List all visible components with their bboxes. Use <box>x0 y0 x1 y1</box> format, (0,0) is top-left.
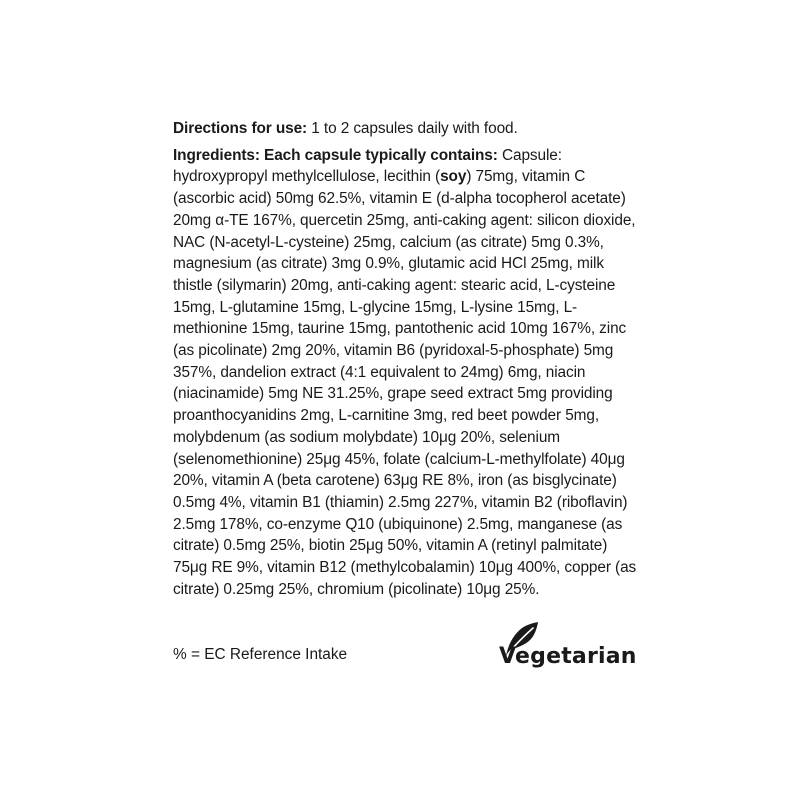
ingredients-heading: Ingredients: Each capsule typically contains: <box>173 146 498 164</box>
label-text-block <box>173 118 643 600</box>
vegetarian-label: Vegetarian <box>499 644 637 669</box>
ingredients-paragraph <box>173 145 643 601</box>
directions-paragraph <box>173 118 643 140</box>
reference-intake-note: % = EC Reference Intake <box>173 646 348 663</box>
allergen-soy: soy <box>440 168 467 186</box>
directions-text: 1 to 2 capsules daily with food. <box>307 120 518 137</box>
directions-heading: Directions for use: <box>173 120 308 137</box>
vegetarian-badge <box>494 616 637 676</box>
ingredients-text-start: Capsule: hydroxypropyl methylcellulose, lecithin ( <box>173 146 562 186</box>
ingredients-text-rest: ) 75mg, vitamin C (ascorbic acid) 50mg 62.5%, vitamin E (d-alpha tocopherol acetate) 20mg α-TE 167%, quercetin 25mg, anti-caking agent: silicon dioxide, NAC (N-acetyl-L-cysteine) 25mg, calcium (as citrate) 5mg 0.3%, magnesium (as citrate) 3mg 0.9%, glutamic acid HCl 25mg, milk thistle (silymarin) 20mg, anti-caking agent: stearic acid, L-cysteine 15mg, L-glutamine 15mg, L-glycine 15mg, L-lysine 15mg, L-methionine 15mg, taurine 15mg, pantothenic acid 10mg 167%, zinc (as picolinate) 2mg 20%, vitamin B6 (pyridoxal-5-phosphate) 5mg 357%, dandelion extract (4:1 equivalent to 24mg) 6mg, niacin (niacinamide) 5mg NE 31.25%, grape seed extract 5mg providing proanthocyanidins 2mg, L-carnitine 3mg, red beet powder 5mg, molybdenum (as sodium molybdate) 10μg 20%, selenium (selenomethionine) 25μg 45%, folate (calcium-L-methylfolate) 40μg 20%, vitamin A (beta carotene) 63μg RE 8%, iron (as bisglycinate) 0.5mg 4%, vitamin B1 (thiamin) 2.5mg 227%, vitamin B2 (riboflavin) 2.5mg 178%, co-enzyme Q10 (ubiquinone) 2.5mg, manganese (as citrate) 0.5mg 25%, biotin 25μg 50%, vitamin A (retinyl palmitate) 75μg RE 9%, vitamin B12 (methylcobalamin) 10μg 400%, copper (as citrate) 0.25mg 25%, chromium (picolinate) 10μg 25%. <box>173 168 637 598</box>
